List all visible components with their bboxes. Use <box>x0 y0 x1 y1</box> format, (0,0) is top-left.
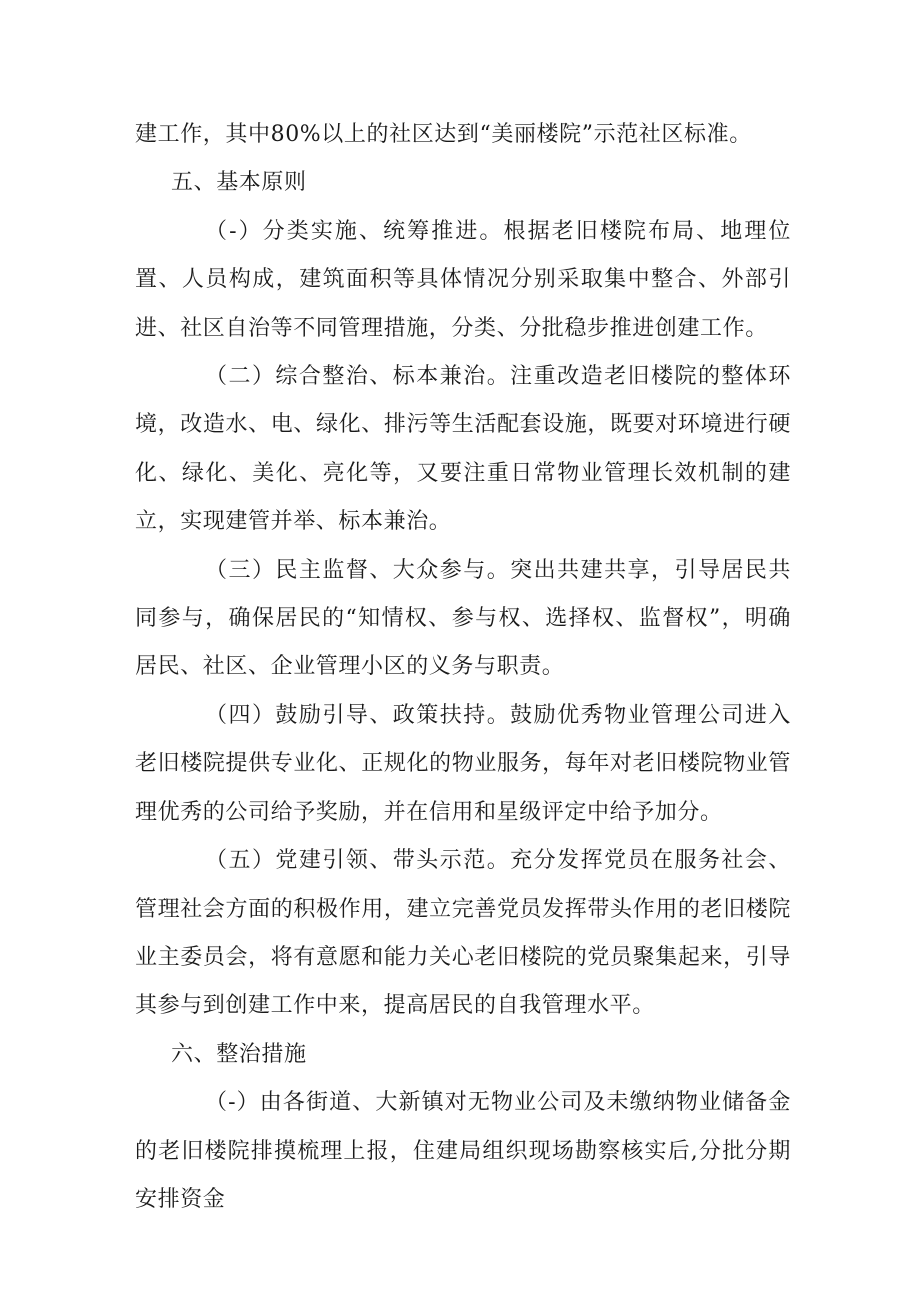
paragraph-item-1: （-）分类实施、统筹推进。根据老旧楼院布局、地理位置、人员构成，建筑面积等具体情况分别采取集中整合、外部引进、社区自治等不同管理措施，分类、分批稳步推进创建工作。 <box>135 218 791 341</box>
document-body <box>135 111 791 1224</box>
paragraph-item-4: （四）鼓励引导、政策扶持。鼓励优秀物业管理公司进入老旧楼院提供专业化、正规化的物业服务，每年对老旧楼院物业管理优秀的公司给予奖励，并在信用和星级评定中给予加分。 <box>135 702 791 825</box>
paragraph-measure-1: （-）由各街道、大新镇对无物业公司及未缴纳物业储备金的老旧楼院排摸梳理上报，住建局组织现场勘察核实后,分批分期安排资金 <box>135 1090 791 1212</box>
paragraph-item-5: （五）党建引领、带头示范。充分发挥党员在服务社会、管理社会方面的积极作用，建立完善党员发挥带头作用的老旧楼院业主委员会，将有意愿和能力关心老旧楼院的党员聚集起来，引导其参与到创建工作中来，提高居民的自我管理水平。 <box>135 848 791 1019</box>
section-heading-principles: 五、基本原则 <box>171 170 307 196</box>
paragraph-item-2: （二）综合整治、标本兼治。注重改造老旧楼院的整体环境，改造水、电、绿化、排污等生活配套设施，既要对环境进行硬化、绿化、美化、亮化等，又要注重日常物业管理长效机制的建立，实现建管并举、标本兼治。 <box>135 364 791 535</box>
paragraph-continuation: 建工作，其中80%以上的社区达到“美丽楼院”示范社区标准。 <box>135 122 752 147</box>
section-heading-measures: 六、整治措施 <box>171 1041 307 1067</box>
paragraph-item-3: （三）民主监督、大众参与。突出共建共享，引导居民共同参与，确保居民的“知情权、参与权、选择权、监督权”，明确居民、社区、企业管理小区的义务与职责。 <box>135 557 791 680</box>
